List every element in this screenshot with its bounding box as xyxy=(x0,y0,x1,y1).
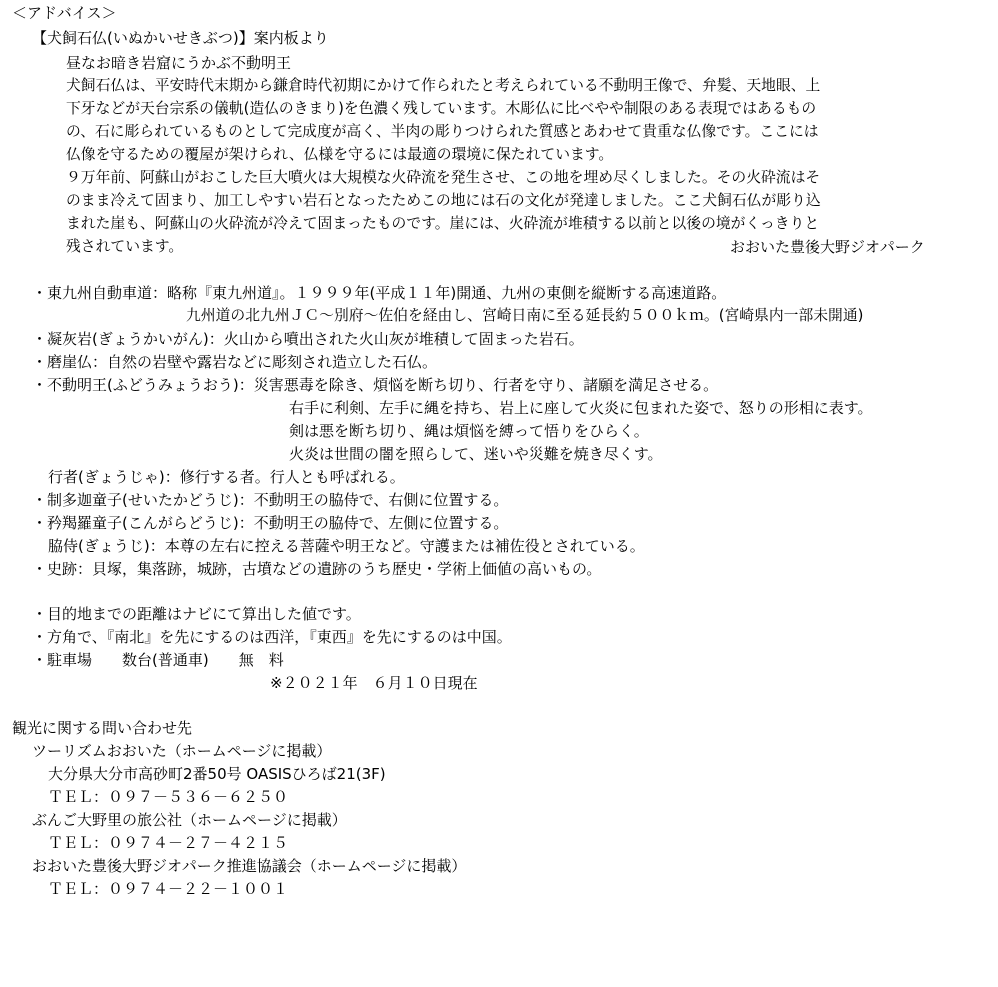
paragraph1-line: 犬飼石仏は、平安時代末期から鎌倉時代初期にかけて作られたと考えられている不動明王像で、弁髪、天地眼、上 xyxy=(66,77,821,94)
advice-heading: ＜アドバイス＞ xyxy=(12,4,117,22)
contact-org2-tel: ＴＥＬ：０９７４－２７－４２１５ xyxy=(48,834,289,852)
signboard-subtitle: 昼なお暗き岩窟にうかぶ不動明王 xyxy=(66,54,292,72)
glossary-fudo-detail: 右手に利剣、左手に縄を持ち、岩上に座して火炎に包まれた姿で、怒りの形相に表す。 xyxy=(289,399,873,417)
contact-org3-tel: ＴＥＬ：０９７４－２２－１００１ xyxy=(48,880,289,898)
contact-org3-name: おおいた豊後大野ジオパーク推進協議会（ホームページに掲載） xyxy=(32,857,467,875)
geopark-credit: おおいた豊後大野ジオパーク xyxy=(730,238,925,256)
note-distance: ・目的地までの距離はナビにて算出した値です。 xyxy=(32,605,361,623)
paragraph2-line: 残されています。 xyxy=(66,238,184,255)
paragraph1-line: の、石に彫られているものとして完成度が高く、半肉の彫りつけられた質感とあわせて貴重な仏像です。ここには xyxy=(66,123,819,140)
glossary-kongara: ・矜羯羅童子(こんがらどうじ)：不動明王の脇侍で、左側に位置する。 xyxy=(32,514,509,532)
contact-org1-address: 大分県大分市高砂町2番50号 OASISひろば21(3F) xyxy=(48,765,386,783)
glossary-gyoja: 行者(ぎょうじゃ)：修行する者。行人とも呼ばれる。 xyxy=(48,468,405,486)
glossary-fudo: ・不動明王(ふどうみょうおう)：災害悪毒を除き、煩悩を断ち切り、行者を守り、諸願を満足させる。 xyxy=(32,376,719,394)
paragraph2-line: ９万年前、阿蘇山がおこした巨大噴火は大規模な火砕流を発生させ、この地を埋め尽くしました。その火砕流はそ xyxy=(66,169,821,186)
glossary-kyoji: 脇侍(ぎょうじ)：本尊の左右に控える菩薩や明王など。守護または補佐役とされている。 xyxy=(48,537,645,555)
paragraph2-line: まれた崖も、阿蘇山の火砕流が冷えて固まったものです。崖には、火砕流が堆積する以前と以後の境がくっきりと xyxy=(66,215,820,232)
glossary-expressway: ・東九州自動車道：略称『東九州道』。１９９９年(平成１１年)開通、九州の東側を縦断する高速道路。 xyxy=(32,284,727,302)
signboard-title: 【犬飼石仏(いぬかいせきぶつ)】案内板より xyxy=(32,29,329,47)
glossary-tuff: ・凝灰岩(ぎょうかいがん)：火山から噴出された火山灰が堆積して固まった岩石。 xyxy=(32,330,584,348)
paragraph1-line: 仏像を守るための覆屋が架けられ、仏様を守るには最適の環境に保たれています。 xyxy=(66,146,614,163)
glossary-expressway-detail: 九州道の北九州ＪＣ～別府～佐伯を経由し、宮崎日南に至る延長約５００ｋｍ。(宮崎県内一部未開通) xyxy=(186,307,864,324)
glossary-seitaka: ・制多迦童子(せいたかどうじ)：不動明王の脇侍で、右側に位置する。 xyxy=(32,491,509,509)
note-direction: ・方角で、『南北』を先にするのは西洋，『東西』を先にするのは中国。 xyxy=(32,628,512,646)
note-as-of-date: ※２０２１年 ６月１０日現在 xyxy=(270,674,478,692)
contact-org1-name: ツーリズムおおいた（ホームページに掲載） xyxy=(32,742,332,760)
paragraph1-line: 下牙などが天台宗系の儀軌(造仏のきまり)を色濃く残しています。木彫仏に比べやや制限のある表現ではあるもの xyxy=(66,100,817,117)
glossary-shiseki: ・史跡：貝塚，集落跡，城跡，古墳などの遺跡のうち歴史・学術上価値の高いもの。 xyxy=(32,560,602,578)
contact-org2-name: ぶんご大野里の旅公社（ホームページに掲載） xyxy=(32,811,347,829)
glossary-magaibutsu: ・磨崖仏：自然の岩壁や露岩などに彫刻され造立した石仏。 xyxy=(32,353,438,371)
glossary-fudo-detail: 火炎は世間の闇を照らして、迷いや災難を焼き尽くす。 xyxy=(289,445,663,463)
paragraph2-line: のまま冷えて固まり、加工しやすい岩石となったためこの地には石の文化が発達しました。ここ犬飼石仏が彫り込 xyxy=(66,192,821,209)
glossary-fudo-detail: 剣は悪を断ち切り、縄は煩悩を縛って悟りをひらく。 xyxy=(289,422,649,440)
contacts-heading: 観光に関する問い合わせ先 xyxy=(12,719,193,737)
note-parking: ・駐車場 数台(普通車) 無 料 xyxy=(32,651,284,669)
contact-org1-tel: ＴＥＬ：０９７－５３６－６２５０ xyxy=(48,788,289,806)
